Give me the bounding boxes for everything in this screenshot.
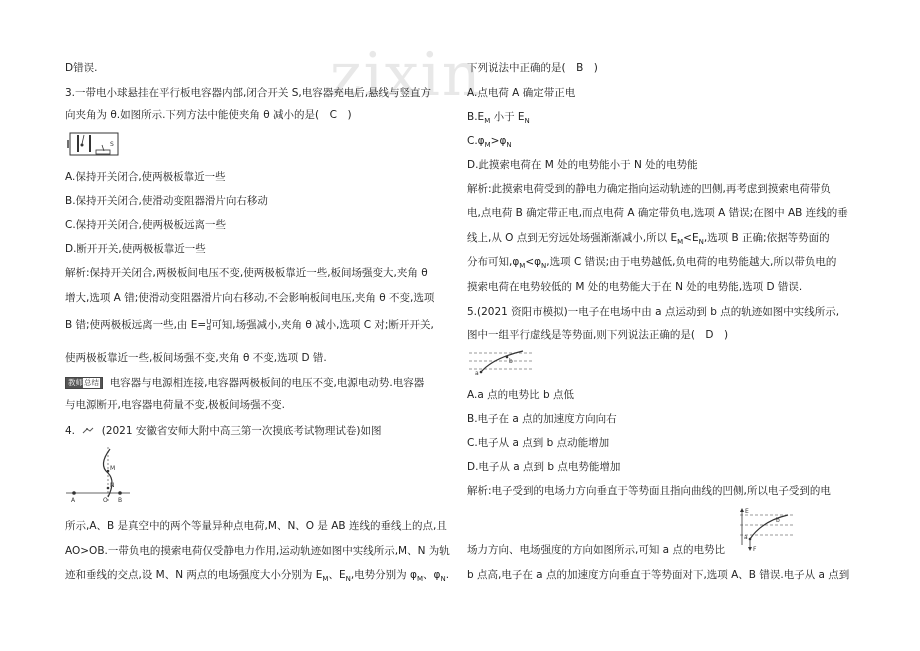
teacher-summary-badge [65, 377, 103, 389]
subscript: N [506, 141, 512, 150]
badge-text: 总结 [84, 378, 99, 387]
explanation-line: 摸索电荷在电势较低的 M 处的电势能大于在 N 处的电势能,选项 D 错误. [467, 281, 803, 293]
summary-line [65, 376, 424, 390]
option-d: D.此摸索电荷在 M 处的电势能小于 N 处的电势能 [467, 159, 698, 171]
text-span: 线上,从 O 点到无穷远处场强渐渐减小,所以 E [467, 232, 678, 244]
explanation-line: 增大,选项 A 错;使滑动变阻器滑片向右移动,不会影响板间电压,夹角 θ 不变,选项 [65, 292, 435, 304]
option-a: A.保持开关闭合,使两极板靠近一些 [65, 171, 226, 183]
subscript: M [484, 141, 491, 150]
question-5: 5.(2021 资阳市模拟)一电子在电场中由 a 点运动到 b 点的轨迹如图中实线所示, [467, 306, 840, 318]
subscript: N [440, 575, 446, 584]
subscript: M [484, 117, 491, 126]
text-line: 图中一组平行虚线是等势面,则下列说法正确的是( D ) [467, 329, 729, 341]
explanation-line [467, 255, 836, 273]
option-c [467, 134, 512, 152]
text-span: <E [683, 232, 699, 244]
text-line: D错误. [65, 62, 98, 74]
text-span: 小于 E [490, 111, 525, 123]
text-span: 、φ [423, 569, 441, 581]
option-b [467, 110, 530, 128]
option-d: D.电子从 a 点到 b 点电势能增加 [467, 461, 621, 473]
label-n: N [110, 482, 115, 489]
numerator: U [206, 318, 212, 326]
explanation-line: 使两极板靠近一些,板间场强不变,夹角 θ 不变,选项 D 错. [65, 352, 327, 364]
explanation-line: 解析:电子受到的电场力方向垂直于等势面且指向曲线的凹侧,所以电子受到的电 [467, 485, 831, 497]
label-o: O [103, 497, 108, 504]
label-b: b [509, 358, 513, 365]
option-b: B.电子在 a 点的加速度方向向右 [467, 413, 617, 425]
option-d: D.断开开关,使两极板靠近一些 [65, 243, 206, 255]
watermark: zixin [330, 40, 483, 110]
explanation-line [467, 231, 830, 249]
label-a: a [744, 534, 748, 541]
subscript: M [416, 575, 423, 584]
label-b: b [776, 517, 780, 524]
summary-line: 与电源断开,电容器电荷量不变,极板间场强不变. [65, 399, 286, 411]
explanation-line: b 点高,电子在 a 点的加速度方向垂直于等势面对下,选项 A、B 错误.电子从 a 点到 [467, 569, 850, 581]
text-span: ,电势分别为 φ [350, 569, 417, 581]
charges-trajectory-figure [64, 443, 134, 505]
option-a: A.点电荷 A 确定带正电 [467, 87, 576, 99]
text-line [65, 568, 449, 586]
label-m: M [110, 465, 116, 472]
question-source: (2021 安徽省安师大附中高三第一次摸底考试物理试卷)如图 [101, 425, 382, 437]
subscript: N [698, 238, 704, 247]
text-span: B.E [467, 111, 485, 123]
question-3: 3.一带电小球悬挂在平行板电容器内部,闭合开关 S,电容器充电后,悬线与竖直方 [65, 87, 432, 99]
text-span: 可知,场强减小,夹角 θ 减小,选项 C 对;断开开关, [211, 319, 434, 331]
text-span: >φ [490, 135, 507, 147]
text-line: 下列说法中正确的是( B ) [467, 62, 598, 74]
text-span: ,选项 C 错误;由于电势越低,负电荷的电势能越大,所以带负电的 [546, 256, 837, 268]
subscript: N [345, 575, 351, 584]
badge-text: 教师 [68, 378, 83, 387]
label-a: A [71, 497, 76, 504]
denominator: d [206, 324, 211, 332]
text-span: <φ [525, 256, 542, 268]
source-icon [82, 427, 94, 435]
subscript: N [541, 262, 547, 271]
label-a: a [475, 370, 479, 377]
svg-text:S: S [110, 141, 114, 148]
label-b: B [118, 497, 123, 504]
subscript: M [519, 262, 526, 271]
text-span: C.φ [467, 135, 485, 147]
text-span: 、E [328, 569, 346, 581]
option-c: C.电子从 a 点到 b 点动能增加 [467, 437, 610, 449]
text-span: 分布可知,φ [467, 256, 520, 268]
option-b: B.保持开关闭合,使滑动变阻器滑片向右移动 [65, 195, 268, 207]
option-c: C.保持开关闭合,使两极板远离一些 [65, 219, 227, 231]
option-a: A.a 点的电势比 b 点低 [467, 389, 574, 401]
explanation-line: 场力方向、电场强度的方向如图所示,可知 a 点的电势比 [467, 544, 725, 556]
label-e: E [745, 508, 749, 515]
question-4 [65, 424, 381, 438]
text-line: 所示,A、B 是真空中的两个等量异种点电荷,M、N、O 是 AB 连线的垂线上的点,且 [65, 520, 447, 532]
explanation-line: 解析:保持开关闭合,两极板间电压不变,使两极板靠近一些,板间场强变大,夹角 θ [65, 267, 428, 279]
text-span: ,选项 B 正确;依据等势面的 [703, 232, 830, 244]
field-direction-figure [736, 505, 798, 555]
equipotential-trajectory-figure [467, 348, 537, 378]
text-line: AO>OB.一带负电的摸索电荷仅受静电力作用,运动轨迹如图中实线所示,M、N 为轨 [65, 545, 450, 557]
capacitor-circuit-figure [64, 130, 124, 160]
explanation-line [65, 318, 434, 332]
subscript: M [677, 238, 684, 247]
explanation-line: 电,点电荷 B 确定带正电,而点电荷 A 确定带负电,选项 A 错误;在图中 AB 连线的垂 [467, 207, 848, 219]
text-span: B 错;使两极板远离一些,由 E= [65, 319, 207, 331]
explanation-line: 解析:此摸索电荷受到的静电力确定指向运动轨迹的凹侧,再考虑到摸索电荷带负 [467, 183, 831, 195]
text-span: 迹和垂线的交点,设 M、N 两点的电场强度大小分别为 E [65, 569, 323, 581]
subscript: M [322, 575, 329, 584]
text-span: . [445, 569, 450, 581]
subscript: N [524, 117, 530, 126]
text-span: 电容器与电源相连接,电容器两极板间的电压不变,电源电动势.电容器 [109, 377, 425, 389]
question-number: 4. [65, 425, 76, 437]
label-f: F [753, 546, 757, 553]
text-line: 向夹角为 θ.如图所示.下列方法中能使夹角 θ 减小的是( C ) [65, 109, 352, 121]
